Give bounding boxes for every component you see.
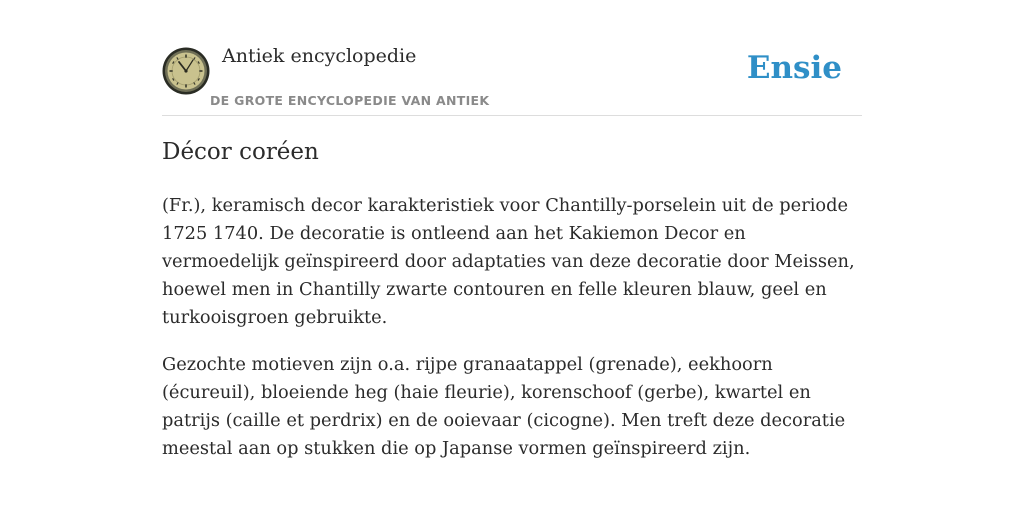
entry-content <box>162 192 868 482</box>
ensie-brand-link[interactable]: Ensie <box>746 50 842 86</box>
entry-paragraph: Gezochte motieven zijn o.a. rijpe granaatappel (grenade), eekhoorn (écureuil), bloeiende heg (haie fleurie), korenschoof (gerbe), kwartel en patrijs (caille et perdrix) en de ooievaar (cicogne). Men treft deze decoratie meestal aan op stukken die op Japanse vormen geïnspireerd zijn. <box>162 354 846 459</box>
header-divider <box>162 115 862 116</box>
site-title[interactable]: Antiek encyclopedie <box>222 45 417 67</box>
entry-paragraph: (Fr.), keramisch decor karakteristiek voor Chantilly-porselein uit de periode 1725 1740. De decoratie is ontleend aan het Kakiemon Decor en vermoedelijk geïnspireerd door adaptaties van deze decoratie door Meissen, hoewel men in Chantilly zwarte contouren en felle kleuren blauw, geel en turkooisgroen gebruikte. <box>162 195 855 328</box>
site-tagline: DE GROTE ENCYCLOPEDIE VAN ANTIEK <box>210 93 490 108</box>
antique-clock-icon[interactable] <box>162 47 210 95</box>
entry-title: Décor coréen <box>162 139 319 165</box>
